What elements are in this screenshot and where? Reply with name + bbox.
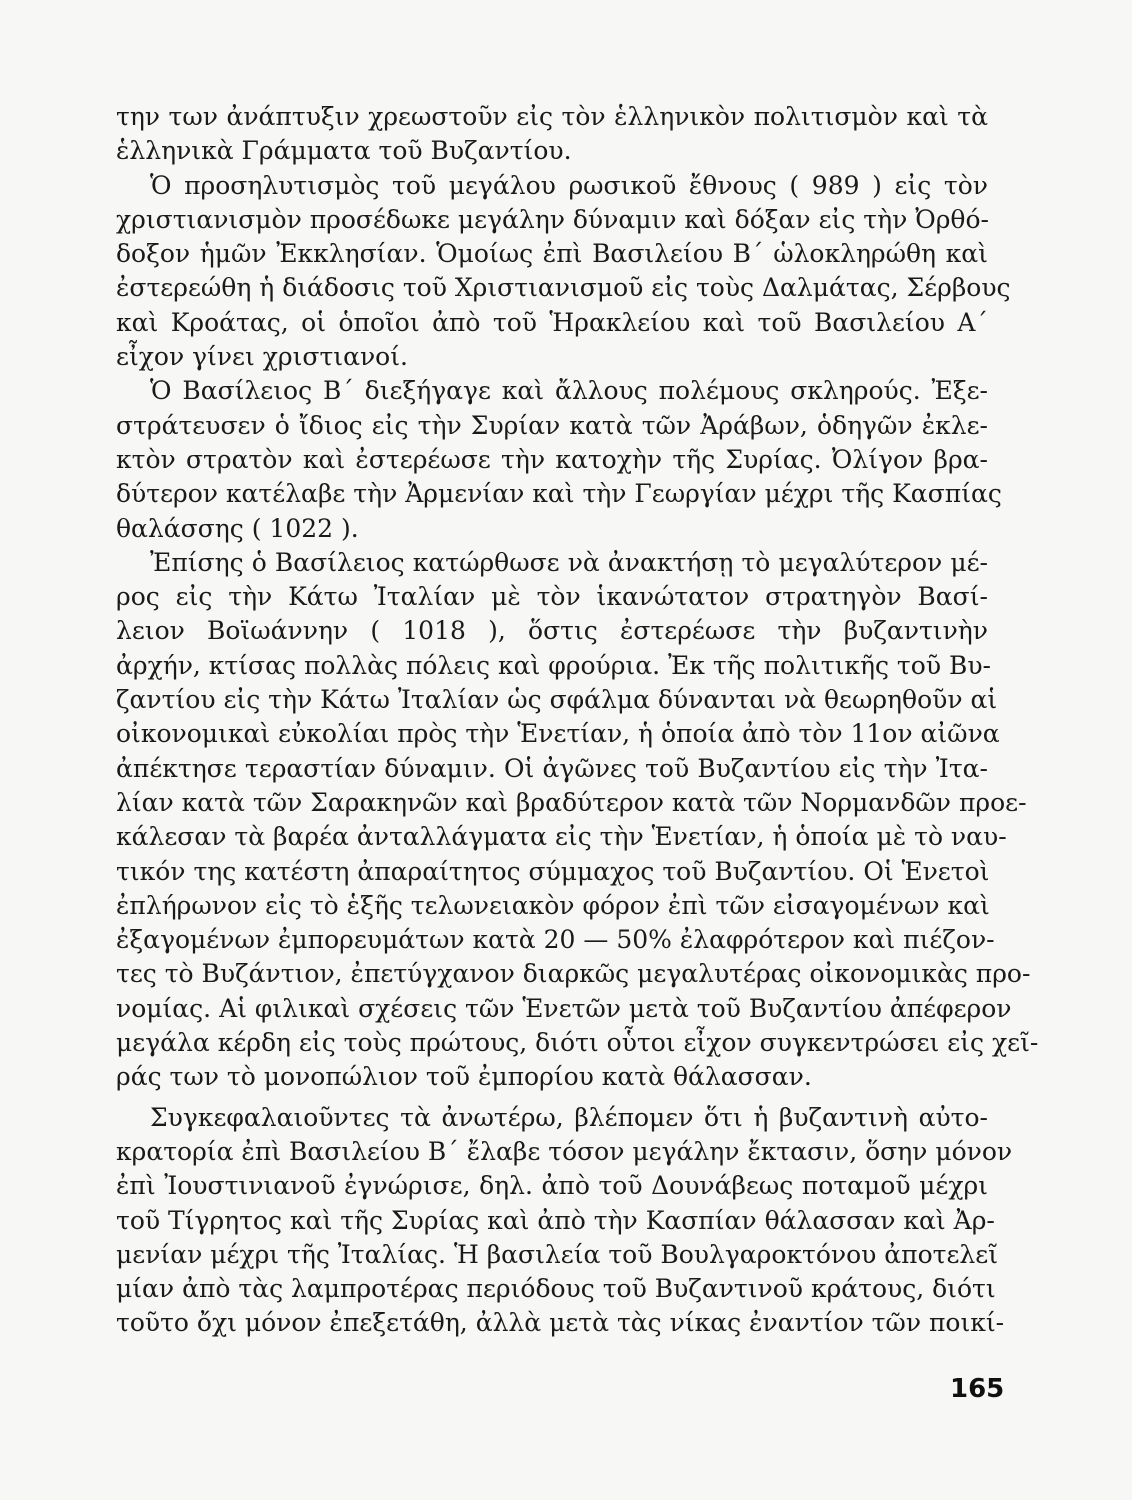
paragraph-2: [116, 169, 1011, 375]
text-line: Ὁ προσηλυτισμὸς τοῦ μεγάλου ρωσικοῦ ἔθνους ( 989 ) εἰς τὸν: [150, 170, 988, 200]
text-line: τοῦ Τίγρητος καὶ τῆς Συρίας καὶ ἀπὸ τὴν Κασπίαν θάλασσαν καὶ Ἀρ-: [116, 1205, 995, 1235]
text-line: λειον Βοϊωάννην ( 1018 ), ὅστις ἐστερέωσε τὴν βυζαντινὴν: [116, 616, 988, 646]
text-line: στράτευσεν ὁ ἴδιος εἰς τὴν Συρίαν κατὰ τῶν Ἀράβων, ὁδηγῶν ἐκλε-: [116, 410, 988, 440]
text-line: κάλεσαν τὰ βαρέα ἀνταλλάγματα εἰς τὴν Ἑνετίαν, ἡ ὁποία μὲ τὸ ναυ-: [116, 822, 1007, 852]
paragraph-1: [116, 100, 988, 169]
text-line: ράς των τὸ μονοπώλιον τοῦ ἐμπορίου κατὰ θάλασσαν.: [116, 1062, 812, 1092]
paragraph-5: [116, 1101, 1013, 1341]
text-line: δοξον ἡμῶν Ἐκκλησίαν. Ὁμοίως ἐπὶ Βασιλείου Β΄ ὡλοκληρώθη καὶ: [116, 239, 988, 269]
text-line: θαλάσσης ( 1022 ).: [116, 513, 359, 543]
text-line: ἐπὶ Ἰουστινιανοῦ ἐγνώρισε, δηλ. ἀπὸ τοῦ Δουνάβεως ποταμοῦ μέχρι: [116, 1171, 988, 1201]
text-line: ρος εἰς τὴν Κάτω Ἰταλίαν μὲ τὸν ἱκανώτατον στρατηγὸν Βασί-: [116, 582, 988, 612]
text-line: χριστιανισμὸν προσέδωκε μεγάλην δύναμιν καὶ δόξαν εἰς τὴν Ὀρθό-: [116, 204, 989, 234]
text-line: Ὁ Βασίλειος Β΄ διεξήγαγε καὶ ἄλλους πολέμους σκληρούς. Ἐξε-: [150, 376, 988, 406]
text-line: ἐστερεώθη ἡ διάδοσις τοῦ Χριστιανισμοῦ εἰς τοὺς Δαλμάτας, Σέρβους: [116, 273, 1011, 303]
text-line: Ἐπίσης ὁ Βασίλειος κατώρθωσε νὰ ἀνακτήσῃ τὸ μεγαλύτερον μέ-: [150, 547, 988, 577]
text-line: ἀπέκτησε τεραστίαν δύναμιν. Οἱ ἀγῶνες τοῦ Βυζαντίου εἰς τὴν Ἰτα-: [116, 753, 988, 783]
paragraph-4: [116, 546, 1039, 1095]
text-line: ἐξαγομένων ἐμπορευμάτων κατὰ 20 — 50% ἐλαφρότερον καὶ πιέζον-: [116, 925, 995, 955]
text-line: οἰκονομικαὶ εὐκολίαι πρὸς τὴν Ἑνετίαν, ἡ ὁποία ἀπὸ τὸν 11ον αἰῶνα: [116, 719, 1000, 749]
page-number: 165: [950, 1374, 1005, 1404]
text-line: μεγάλα κέρδη εἰς τοὺς πρώτους, διότι οὗτοι εἶχον συγκεντρώσει εἰς χεῖ-: [116, 1028, 1039, 1058]
text-line: μίαν ἀπὸ τὰς λαμπροτέρας περιόδους τοῦ Βυζαντινοῦ κράτους, διότι: [116, 1274, 996, 1304]
text-line: τες τὸ Βυζάντιον, ἐπετύγχανον διαρκῶς μεγαλυτέρας οἰκονομικὰς προ-: [116, 959, 1031, 989]
text-line: καὶ Κροάτας, οἱ ὁποῖοι ἀπὸ τοῦ Ἡρακλείου καὶ τοῦ Βασιλείου Α΄: [116, 307, 988, 337]
text-line: ἐπλήρωνον εἰς τὸ ἑξῆς τελωνειακὸν φόρον ἐπὶ τῶν εἰσαγομένων καὶ: [116, 890, 990, 920]
text-line: λίαν κατὰ τῶν Σαρακηνῶν καὶ βραδύτερον κατὰ τῶν Νορμανδῶν προε-: [116, 787, 1027, 817]
text-line: ἑλληνικὰ Γράμματα τοῦ Βυζαντίου.: [116, 136, 572, 166]
text-line: την των ἀνάπτυξιν χρεωστοῦν εἰς τὸν ἑλληνικὸν πολιτισμὸν καὶ τὰ: [116, 102, 988, 131]
text-line: κρατορία ἐπὶ Βασιλείου Β΄ ἔλαβε τόσον μεγάλην ἔκτασιν, ὅσην μόνον: [116, 1136, 1013, 1166]
text-line: μενίαν μέχρι τῆς Ἰταλίας. Ἡ βασιλεία τοῦ Βουλγαροκτόνου ἀποτελεῖ: [116, 1239, 999, 1269]
text-line: νομίας. Αἱ φιλικαὶ σχέσεις τῶν Ἑνετῶν μετὰ τοῦ Βυζαντίου ἀπέφερον: [116, 993, 1012, 1023]
text-line: ἀρχήν, κτίσας πολλὰς πόλεις καὶ φρούρια. Ἐκ τῆς πολιτικῆς τοῦ Βυ-: [116, 650, 991, 680]
text-line: Συγκεφαλαιοῦντες τὰ ἀνωτέρω, βλέπομεν ὅτι ἡ βυζαντινὴ αὐτο-: [150, 1102, 988, 1132]
text-line: δύτερον κατέλαβε τὴν Ἀρμενίαν καὶ τὴν Γεωργίαν μέχρι τῆς Κασπίας: [116, 479, 1002, 509]
text-line: κτὸν στρατὸν καὶ ἐστερέωσε τὴν κατοχὴν τῆς Συρίας. Ὀλίγον βρα-: [116, 444, 988, 474]
text-line: εἶχον γίνει χριστιανοί.: [116, 342, 408, 372]
text-line: τικόν της κατέστη ἀπαραίτητος σύμμαχος τοῦ Βυζαντίου. Οἱ Ἑνετοὶ: [116, 856, 990, 886]
text-line: ζαντίου εἰς τὴν Κάτω Ἰταλίαν ὡς σφάλμα δύνανται νὰ θεωρηθοῦν αἱ: [116, 685, 998, 715]
text-line: τοῦτο ὄχι μόνον ἐπεξετάθη, ἀλλὰ μετὰ τὰς νίκας ἐναντίον τῶν ποικί-: [116, 1308, 1005, 1338]
page-body: [116, 100, 1039, 1341]
paragraph-3: [116, 374, 1002, 545]
